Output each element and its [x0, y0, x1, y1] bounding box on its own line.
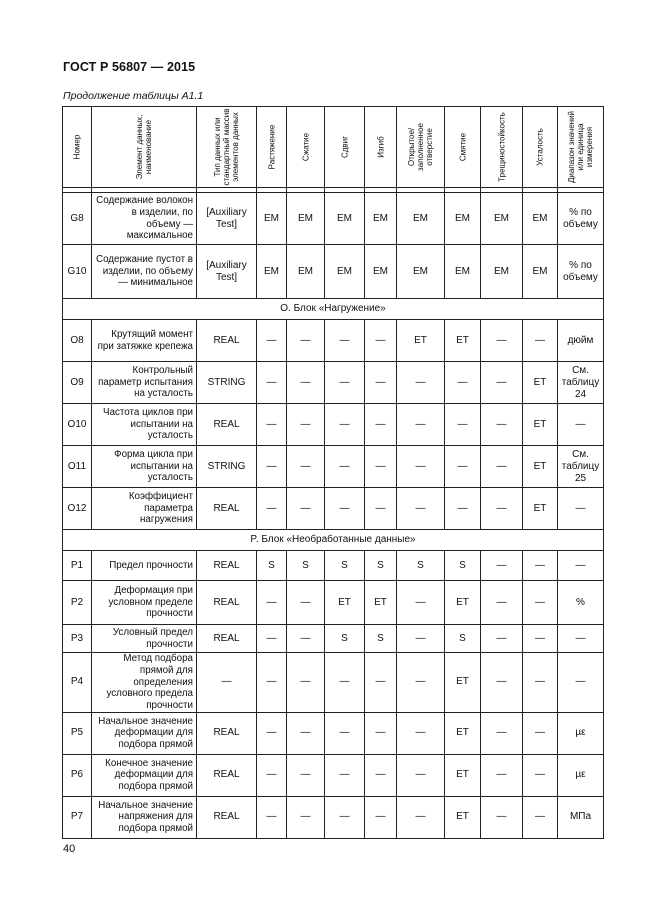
- column-header-label: Изгиб: [375, 136, 385, 158]
- table-cell: —: [325, 320, 365, 362]
- table-cell: —: [397, 712, 445, 754]
- table-cell: EM: [365, 245, 397, 299]
- table-cell: —: [287, 362, 325, 404]
- table-row: [63, 245, 604, 299]
- table-cell: —: [481, 625, 523, 653]
- column-header: [92, 107, 197, 188]
- table-cell: ET: [445, 796, 481, 838]
- table-cell: S: [325, 625, 365, 653]
- element-name: Частота циклов при испытании на усталость: [92, 404, 197, 446]
- table-cell: МПа: [558, 796, 604, 838]
- table-cell: ET: [445, 653, 481, 713]
- table-cell: —: [481, 362, 523, 404]
- table-cell: EM: [287, 193, 325, 245]
- table-cell: —: [197, 653, 257, 713]
- table-cell: —: [325, 712, 365, 754]
- table-cell: —: [558, 551, 604, 581]
- table-cell: ET: [397, 320, 445, 362]
- section-title: О. Блок «Нагружение»: [63, 299, 604, 320]
- table-cell: REAL: [197, 320, 257, 362]
- table-cell: EM: [523, 245, 558, 299]
- table-cell: S: [325, 551, 365, 581]
- table-cell: —: [257, 796, 287, 838]
- table-cell: —: [257, 488, 287, 530]
- table-row: [63, 625, 604, 653]
- table-cell: EM: [445, 245, 481, 299]
- table-cell: —: [287, 320, 325, 362]
- table-cell: —: [365, 488, 397, 530]
- column-header: [257, 107, 287, 188]
- table-cell: S: [397, 551, 445, 581]
- column-header-label: Смятие: [457, 132, 467, 162]
- row-number: O12: [63, 488, 92, 530]
- element-name: Начальное значение деформации для подбора прямой: [92, 712, 197, 754]
- table-cell: —: [287, 404, 325, 446]
- table-cell: —: [257, 754, 287, 796]
- table-cell: дюйм: [558, 320, 604, 362]
- column-header: [445, 107, 481, 188]
- table-cell: EM: [257, 245, 287, 299]
- row-number: P6: [63, 754, 92, 796]
- table-cell: EM: [445, 193, 481, 245]
- table-cell: %: [558, 581, 604, 625]
- table-cell: —: [558, 625, 604, 653]
- table-cell: EM: [397, 193, 445, 245]
- table-cell: S: [257, 551, 287, 581]
- table-cell: —: [481, 754, 523, 796]
- table-cell: S: [365, 551, 397, 581]
- table-cell: EM: [397, 245, 445, 299]
- table-cell: —: [287, 712, 325, 754]
- table-cell: —: [523, 320, 558, 362]
- table-cell: ET: [523, 362, 558, 404]
- table-cell: ET: [445, 320, 481, 362]
- table-cell: —: [445, 488, 481, 530]
- table-cell: —: [481, 551, 523, 581]
- table-row: [63, 796, 604, 838]
- table-cell: % по объему: [558, 245, 604, 299]
- table-cell: —: [558, 404, 604, 446]
- section-row: [63, 299, 604, 320]
- table-cell: REAL: [197, 754, 257, 796]
- column-header: [197, 107, 257, 188]
- table-cell: —: [287, 653, 325, 713]
- table-cell: ET: [523, 488, 558, 530]
- column-header-label: Сжатие: [300, 132, 310, 162]
- table-cell: EM: [523, 193, 558, 245]
- table-cell: —: [523, 581, 558, 625]
- row-number: P4: [63, 653, 92, 713]
- section-title: P. Блок «Необработанные данные»: [63, 530, 604, 551]
- table-cell: —: [287, 488, 325, 530]
- table-cell: —: [481, 796, 523, 838]
- page-number: 40: [63, 843, 76, 855]
- row-number: P5: [63, 712, 92, 754]
- table-cell: —: [445, 362, 481, 404]
- table-cell: ET: [325, 581, 365, 625]
- table-row: [63, 320, 604, 362]
- row-number: P2: [63, 581, 92, 625]
- table-caption: Продолжение таблицы А1.1: [63, 90, 204, 102]
- table-cell: —: [397, 625, 445, 653]
- table-cell: —: [365, 754, 397, 796]
- table-cell: —: [365, 712, 397, 754]
- table-cell: —: [445, 404, 481, 446]
- table-cell: EM: [325, 245, 365, 299]
- table-cell: EM: [287, 245, 325, 299]
- table-row: [63, 362, 604, 404]
- table-cell: —: [481, 404, 523, 446]
- table-cell: —: [523, 625, 558, 653]
- column-header-label: Сдвиг: [339, 135, 349, 159]
- table-row: [63, 404, 604, 446]
- table-header-row: [63, 107, 604, 188]
- table-row: [63, 193, 604, 245]
- section-row: [63, 530, 604, 551]
- table-cell: EM: [481, 245, 523, 299]
- table-cell: —: [523, 712, 558, 754]
- table-cell: S: [445, 551, 481, 581]
- table-cell: REAL: [197, 712, 257, 754]
- column-header-label: Растяжение: [266, 124, 276, 170]
- table-row: [63, 712, 604, 754]
- table-cell: —: [365, 653, 397, 713]
- row-number: P7: [63, 796, 92, 838]
- table-row: [63, 551, 604, 581]
- table-cell: —: [257, 446, 287, 488]
- table-cell: ET: [445, 754, 481, 796]
- table-cell: S: [287, 551, 325, 581]
- table-cell: ET: [365, 581, 397, 625]
- table-cell: —: [523, 754, 558, 796]
- table-cell: —: [325, 488, 365, 530]
- element-name: Форма цикла при испытании на усталость: [92, 446, 197, 488]
- column-header: [287, 107, 325, 188]
- table-cell: —: [325, 754, 365, 796]
- table-cell: —: [397, 446, 445, 488]
- column-header: [523, 107, 558, 188]
- table-row: [63, 754, 604, 796]
- table-cell: —: [558, 488, 604, 530]
- table-cell: —: [397, 362, 445, 404]
- table-cell: [Auxiliary Test]: [197, 193, 257, 245]
- column-header-label: Трещиностойкость: [496, 112, 506, 182]
- table-cell: —: [481, 581, 523, 625]
- table-cell: % по объему: [558, 193, 604, 245]
- table-cell: —: [287, 581, 325, 625]
- table-cell: —: [481, 712, 523, 754]
- table-row: [63, 488, 604, 530]
- table-cell: EM: [365, 193, 397, 245]
- table-cell: —: [397, 404, 445, 446]
- table-cell: —: [287, 625, 325, 653]
- table-cell: —: [365, 446, 397, 488]
- table-row: [63, 653, 604, 713]
- column-header-label: Тип данных или стандартный массив элементов данных: [212, 108, 241, 186]
- table-cell: —: [523, 653, 558, 713]
- table-cell: ET: [445, 712, 481, 754]
- table-cell: —: [257, 404, 287, 446]
- table-cell: ET: [523, 446, 558, 488]
- data-table: [62, 106, 604, 839]
- table-cell: REAL: [197, 488, 257, 530]
- table-cell: EM: [481, 193, 523, 245]
- element-name: Конечное значение деформации для подбора прямой: [92, 754, 197, 796]
- table-cell: ET: [445, 581, 481, 625]
- column-header-label: Номер: [72, 134, 82, 160]
- document-header: ГОСТ Р 56807 — 2015: [63, 60, 196, 74]
- table-cell: —: [481, 446, 523, 488]
- element-name: Деформация при условном пределе прочности: [92, 581, 197, 625]
- element-name: Начальное значение напряжения для подбора прямой: [92, 796, 197, 838]
- table-cell: S: [365, 625, 397, 653]
- table-cell: —: [325, 362, 365, 404]
- row-number: P1: [63, 551, 92, 581]
- table-cell: REAL: [197, 404, 257, 446]
- table-cell: —: [397, 796, 445, 838]
- row-number: O10: [63, 404, 92, 446]
- table-cell: —: [287, 754, 325, 796]
- column-header: [63, 107, 92, 188]
- table-cell: —: [325, 446, 365, 488]
- table-cell: —: [445, 446, 481, 488]
- element-name: Содержание волокон в изделии, по объему — максимальное: [92, 193, 197, 245]
- table-cell: —: [523, 796, 558, 838]
- table-cell: STRING: [197, 362, 257, 404]
- table-cell: [Auxiliary Test]: [197, 245, 257, 299]
- row-number: P3: [63, 625, 92, 653]
- table-cell: ET: [523, 404, 558, 446]
- column-header: [325, 107, 365, 188]
- element-name: Коэффициент параметра нагружения: [92, 488, 197, 530]
- table-row: [63, 446, 604, 488]
- column-header: [481, 107, 523, 188]
- table-cell: —: [325, 796, 365, 838]
- table-cell: —: [287, 796, 325, 838]
- table-cell: —: [287, 446, 325, 488]
- element-name: Контрольный параметр испытания на усталость: [92, 362, 197, 404]
- table-cell: —: [257, 712, 287, 754]
- table-cell: —: [257, 653, 287, 713]
- table-cell: См. таблицу 25: [558, 446, 604, 488]
- table-cell: —: [558, 653, 604, 713]
- row-number: O9: [63, 362, 92, 404]
- table-cell: —: [257, 320, 287, 362]
- table-row: [63, 581, 604, 625]
- table-cell: µε: [558, 754, 604, 796]
- table-cell: —: [365, 320, 397, 362]
- table-cell: —: [397, 653, 445, 713]
- table-cell: —: [397, 754, 445, 796]
- table-cell: —: [397, 581, 445, 625]
- row-number: O8: [63, 320, 92, 362]
- column-header-label: Элемент данных, наименование: [134, 114, 153, 180]
- table-cell: —: [481, 320, 523, 362]
- column-header-label: Диапазон значений или единица измерения: [566, 110, 595, 184]
- column-header: [365, 107, 397, 188]
- element-name: Содержание пустот в изделии, по объему — минимальное: [92, 245, 197, 299]
- table-cell: —: [257, 625, 287, 653]
- table-cell: —: [325, 404, 365, 446]
- column-header: [397, 107, 445, 188]
- column-header: [558, 107, 604, 188]
- table-cell: —: [365, 362, 397, 404]
- table-cell: —: [365, 404, 397, 446]
- element-name: Предел прочности: [92, 551, 197, 581]
- row-number: G10: [63, 245, 92, 299]
- table-cell: EM: [325, 193, 365, 245]
- table-body: [63, 188, 604, 839]
- table-cell: REAL: [197, 796, 257, 838]
- table-cell: —: [397, 488, 445, 530]
- table-cell: S: [445, 625, 481, 653]
- table-cell: REAL: [197, 581, 257, 625]
- element-name: Крутящий момент при затяжке крепежа: [92, 320, 197, 362]
- element-name: Метод подбора прямой для определения условного предела прочности: [92, 653, 197, 713]
- table-cell: —: [365, 796, 397, 838]
- table-cell: —: [325, 653, 365, 713]
- column-header-label: Усталость: [535, 128, 545, 166]
- table-cell: —: [257, 362, 287, 404]
- table-cell: —: [481, 653, 523, 713]
- table-cell: —: [257, 581, 287, 625]
- table-cell: STRING: [197, 446, 257, 488]
- row-number: O11: [63, 446, 92, 488]
- table-cell: EM: [257, 193, 287, 245]
- table-cell: REAL: [197, 551, 257, 581]
- row-number: G8: [63, 193, 92, 245]
- table-cell: REAL: [197, 625, 257, 653]
- table-cell: µε: [558, 712, 604, 754]
- table-cell: —: [481, 488, 523, 530]
- column-header-label: Открытое/заполненное отверстие: [406, 123, 435, 171]
- element-name: Условный предел прочности: [92, 625, 197, 653]
- table-cell: См. таблицу 24: [558, 362, 604, 404]
- table-cell: —: [523, 551, 558, 581]
